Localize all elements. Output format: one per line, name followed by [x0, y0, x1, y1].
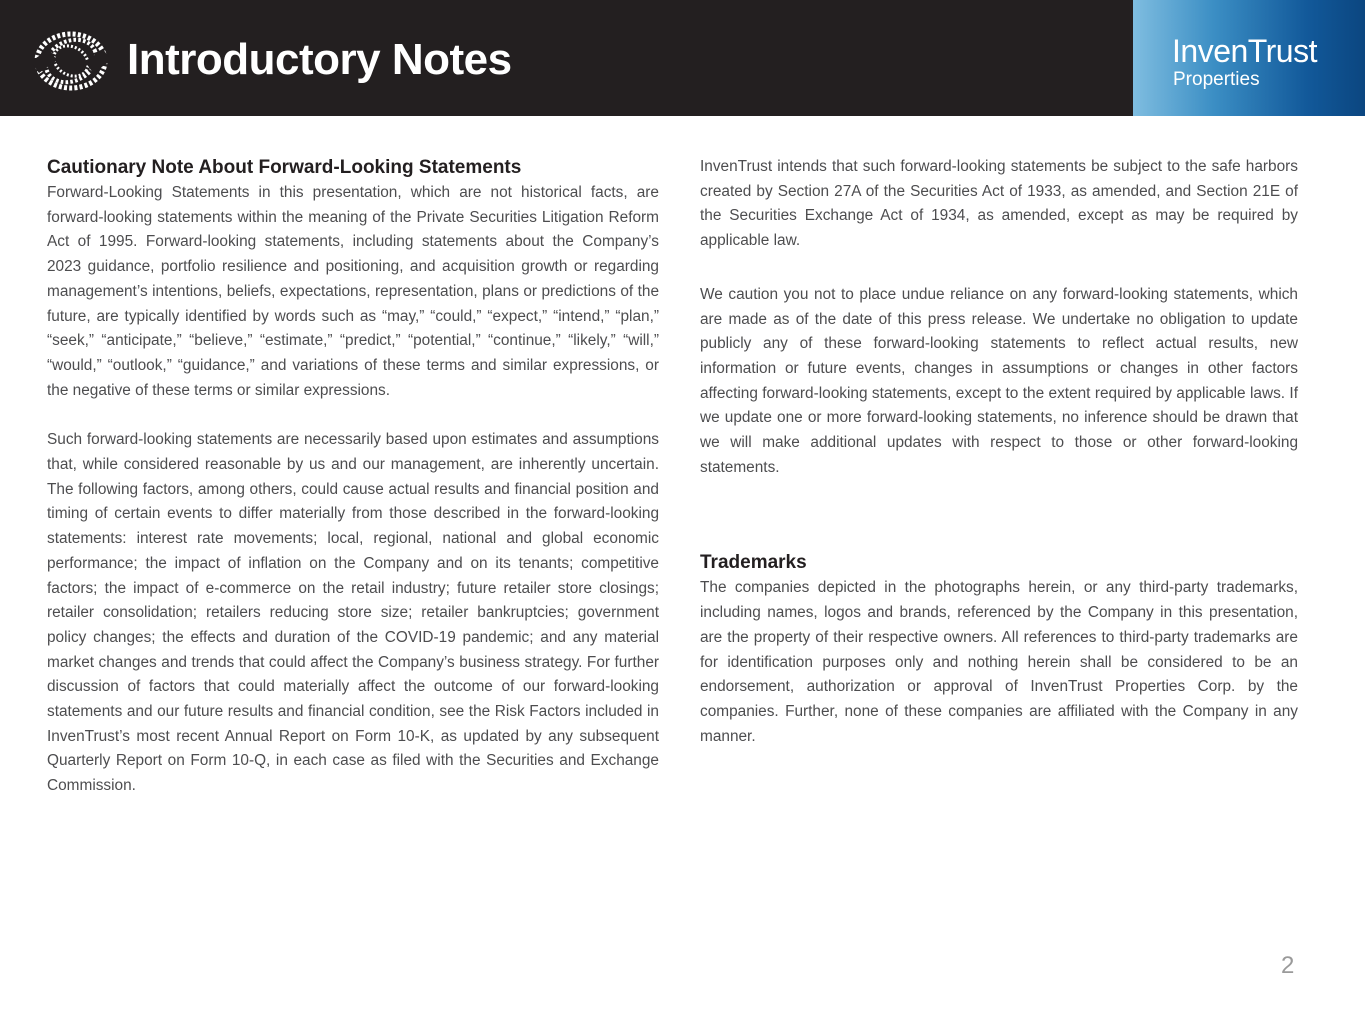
- page-title: Introductory Notes: [127, 35, 512, 84]
- forward-looking-paragraph-2: Such forward-looking statements are necessarily based upon estimates and assumptions that, while considered reasonable by us and our management, are inherently uncertain. The following factors, among others, could cause actual results and financial position and timing of certain events to differ materially from those described in the forward-looking statements: interest rate movements; local, regional, national and global economic performance; the impact of inflation on the Company and on its tenants; competitive factors; the impact of e-commerce on the retail industry; future retailer store closings; retailer consolidation; retailers reducing store size; retailer bankruptcies; government policy changes; the effects and duration of the COVID-19 pandemic; and any material market changes and trends that could affect the Company’s business strategy. For further discussion of factors that could materially affect the outcome of our forward-looking statements and our future results and financial condition, see the Risk Factors included in InvenTrust’s most recent Annual Report on Form 10-K, as updated by any subsequent Quarterly Report on Form 10-Q, in each case as filed with the Securities and Exchange Commission.: [47, 431, 659, 795]
- header-bar: [0, 0, 1365, 116]
- page-number: 2: [1281, 952, 1295, 979]
- forward-looking-paragraph-1: Forward-Looking Statements in this presentation, which are not historical facts, are forward-looking statements within the meaning of the Private Securities Litigation Reform Act of 1995. Forward-looking statements, including statements about the Company’s 2023 guidance, portfolio resilience and positioning, and acquisition growth or regarding management’s intentions, beliefs, expectations, representation, plans or predictions of the future, are typically identified by words such as “may,” “could,” “expect,” “intend,” “plan,” “seek,” “anticipate,” “believe,” “estimate,” “predict,” “potential,” “continue,” “likely,” “will,” “would,” “outlook,” “guidance,” and variations of these terms and similar expressions, or the negative of these terms or similar expressions.: [47, 184, 659, 399]
- paragraph-spacer: [47, 403, 659, 428]
- brand-logo: [1133, 0, 1365, 116]
- forward-looking-heading: Cautionary Note About Forward-Looking Statements: [47, 157, 522, 178]
- trademarks-paragraph: The companies depicted in the photographs herein, or any third-party trademarks, including names, logos and brands, referenced by the Company in this presentation, are the property of their respective owners. All references to third-party trademarks are for identification purposes only and nothing herein shall be considered to be an endorsement, authorization or approval of InvenTrust Properties Corp. by the companies. Further, none of these companies are affiliated with the Company in any manner.: [700, 579, 1298, 745]
- brand-name: InvenTrust: [1172, 33, 1317, 69]
- inventrust-globe-icon: [33, 30, 109, 92]
- trademarks-heading: Trademarks: [700, 552, 807, 574]
- brand-subtitle: Properties: [1173, 69, 1260, 90]
- right-column: [700, 155, 1298, 749]
- left-column: [47, 155, 659, 799]
- safe-harbor-paragraph: InvenTrust intends that such forward-looking statements be subject to the safe harbors created by Section 27A of the Securities Act of 1933, as amended, and Section 21E of the Securities Exchange Act of 1934, as amended, except as may be required by applicable law.: [700, 158, 1298, 250]
- paragraph-spacer: [700, 254, 1298, 283]
- undue-reliance-paragraph: We caution you not to place undue reliance on any forward-looking statements, which are made as of the date of this press release. We undertake no obligation to update publicly any of these forward-looking statements to reflect actual results, new information or future events, changes in assumptions or changes in other factors affecting forward-looking statements, except to the extent required by applicable laws. If we update one or more forward-looking statements, no inference should be drawn that we will make additional updates with respect to those or other forward-looking statements.: [700, 285, 1298, 476]
- section-spacer: [700, 480, 1298, 550]
